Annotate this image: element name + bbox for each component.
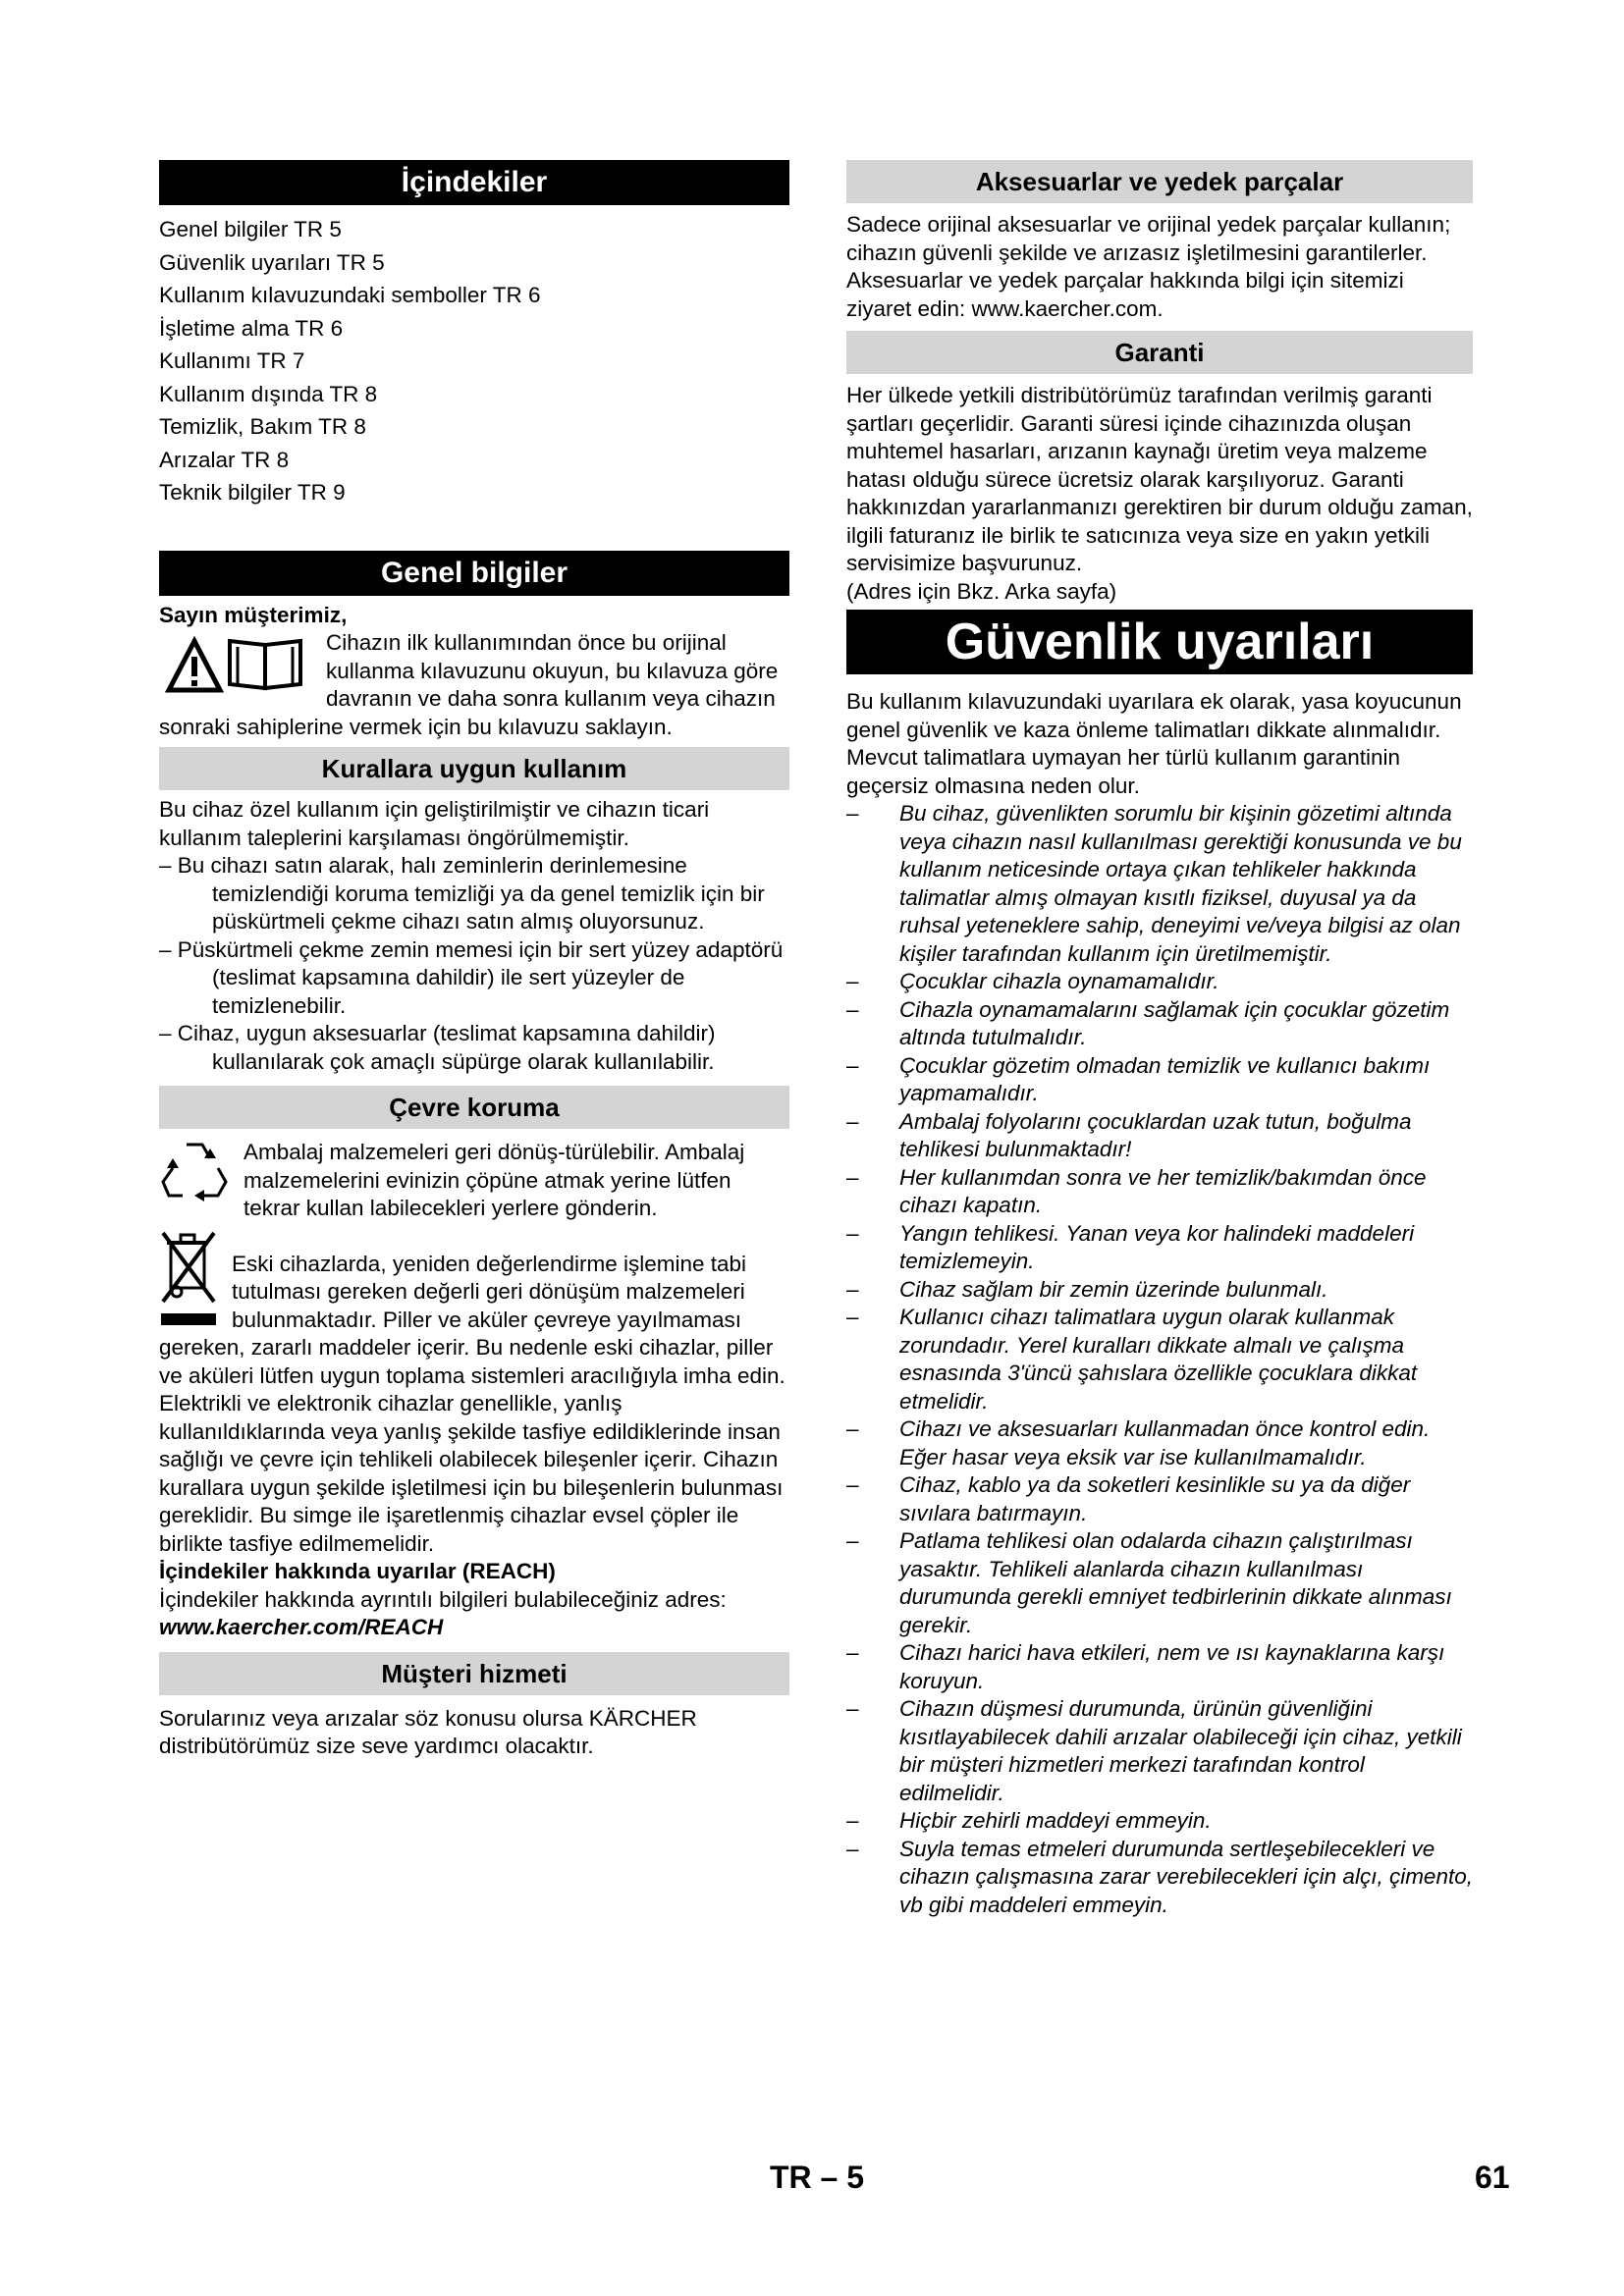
recycle-text: Ambalaj malzemeleri geri dönüş-türülebilir. Ambalaj malzemelerini evinizin çöpüne atmak yerine lütfen tekrar kullan labilecekleri yerlere gönderin. bbox=[244, 1140, 745, 1220]
dear-heading: Sayın müşterimiz, bbox=[159, 602, 348, 627]
guvenlik-text: Mevcut talimatlara uymayan her türlü kullanım garantinin geçersiz olmasına neden olur. bbox=[846, 745, 1401, 798]
garanti-address: (Adres için Bkz. Arka sayfa) bbox=[846, 578, 1117, 604]
dear-text: Cihazın ilk kullanımından önce bu orijinal kullanma kılavuzunu okuyun, bu kılavuza göre davranın ve daha sonra kullanım veya cihazın sonraki sahiplerine vermek için bu kılavuzu saklayın. bbox=[159, 630, 779, 739]
safety-item: – Suyla temas etmeleri durumunda sertleşebilecekleri ve cihazın çalışmasına zarar verebilecekleri için alçı, çimento, vb gibi maddeleri emmeyin. bbox=[846, 1836, 1473, 1917]
recycle-icon bbox=[159, 1139, 230, 1203]
toc-item[interactable]: Teknik bilgiler TR 9 bbox=[159, 480, 346, 505]
electronics-text: Elektrikli ve elektronik cihazlar genellikle, yanlış kullanıldıklarında veya yanlış şekilde tasfiye edildiklerinde insan sağlığı ve çevre için tehlikeli olabilecek bileşenler içerir. Cihazın kurallara uygun şekilde işletilmesi için bu bileşenlerin bulunması gereklidir. Bu simge ile işaretlenmiş cihazlar evsel çöpler ile birlikte tasfiye edilmemelidir. bbox=[159, 1391, 784, 1556]
guvenlik-title: Güvenlik uyarıları bbox=[846, 610, 1473, 674]
toc-item[interactable]: Genel bilgiler TR 5 bbox=[159, 217, 342, 241]
musteri-title: Müşteri hizmeti bbox=[159, 1652, 789, 1695]
cevre-title: Çevre koruma bbox=[159, 1086, 789, 1129]
reach-title: İçindekiler hakkında uyarılar (REACH) bbox=[159, 1559, 556, 1583]
toc-item[interactable]: Kullanım kılavuzundaki semboller TR 6 bbox=[159, 283, 541, 307]
aksesuar-text: Sadece orijinal aksesuarlar ve orijinal yedek parçalar kullanın; cihazın güvenli şekilde ve arızasız işletilmesini garantilerler. bbox=[846, 212, 1451, 265]
safety-item: – Cihaz sağlam bir zemin üzerinde bulunmalı. bbox=[846, 1276, 1328, 1302]
safety-item: – Her kullanımdan sonra ve her temizlik/bakımdan önce cihazı kapatın. bbox=[846, 1164, 1427, 1217]
safety-list bbox=[846, 800, 1473, 1919]
guvenlik-text: Bu kullanım kılavuzundaki uyarılara ek olarak, yasa koyucunun genel güvenlik ve kaza önleme talimatları dikkate alınmalıdır. bbox=[846, 689, 1462, 742]
toc-list bbox=[159, 213, 789, 509]
left-column bbox=[159, 160, 789, 1761]
weee-block bbox=[159, 1231, 789, 1391]
reach-link[interactable]: www.kaercher.com/REACH bbox=[159, 1615, 444, 1639]
kurallar-title: Kurallara uygun kullanım bbox=[159, 747, 789, 790]
aksesuar-title: Aksesuarlar ve yedek parçalar bbox=[846, 160, 1473, 203]
dear-block bbox=[159, 629, 789, 741]
kurallar-item: – Cihaz, uygun aksesuarlar (teslimat kapsamına dahildir) kullanılarak çok amaçlı süpürge olarak kullanılabilir. bbox=[159, 1021, 716, 1074]
garanti-title: Garanti bbox=[846, 331, 1473, 374]
safety-item: – Çocuklar gözetim olmadan temizlik ve kullanıcı bakımı yapmamalıdır. bbox=[846, 1052, 1431, 1105]
garanti-text: Her ülkede yetkili distribütörümüz tarafından verilmiş garanti şartları geçerlidir. Garanti süresi içinde cihazınızda oluşan muhtemel hasarları, arızanın kaynağı üretim veya malzeme hatası olduğu sürece ücretsiz olarak karşılıyoruz. Garanti hakkınızdan yararlanmanızı gerektiren bir durum olduğu zaman, ilgili faturanız ile birlik te satıcınıza veya size en yakın yetkili servisimize başvurunuz. bbox=[846, 383, 1473, 575]
toc-item[interactable]: İşletime alma TR 6 bbox=[159, 315, 344, 341]
aksesuar-text: Aksesuarlar ve yedek parçalar hakkında bilgi için sitemizi ziyaret edin: www.kaercher.com. bbox=[846, 268, 1404, 321]
safety-item: – Cihazı harici hava etkileri, nem ve ısı kaynaklarına karşı koruyun. bbox=[846, 1640, 1445, 1693]
kurallar-item: – Püskürtmeli çekme zemin memesi için bir sert yüzey adaptörü (teslimat kapsamına dahildir) ile sert yüzeyler de temizlenebilir. bbox=[159, 936, 784, 1018]
toc-item[interactable]: Kullanımı TR 7 bbox=[159, 348, 305, 373]
footer-page-number: 61 bbox=[1475, 2160, 1510, 2195]
safety-item: – Cihazı ve aksesuarları kullanmadan önce kontrol edin. Eğer hasar veya eksik var ise kullanılmamalıdır. bbox=[846, 1416, 1431, 1469]
safety-item: – Hiçbir zehirli maddeyi emmeyin. bbox=[846, 1808, 1212, 1833]
safety-item: – Çocuklar cihazla oynamamalıdır. bbox=[846, 969, 1219, 993]
musteri-text: Sorularınız veya arızalar söz konusu olursa KÄRCHER distribütörümüz size seve yardımcı olacaktır. bbox=[159, 1705, 697, 1758]
safety-item: – Patlama tehlikesi olan odalarda cihazın çalıştırılması yasaktır. Tehlikeli alanlarda cihazın kullanılması durumunda gerekli emniyet tedbirlerinin dikkate alınması gerekir. bbox=[846, 1528, 1452, 1637]
recycle-block bbox=[159, 1139, 789, 1223]
kurallar-item: – Bu cihazı satın alarak, halı zeminlerin derinlemesine temizlendiği koruma temizliği ya da genel temizlik için bir püskürtmeli çekme cihazı satın almış oluyorsunuz. bbox=[159, 853, 765, 934]
toc-title: İçindekiler bbox=[159, 160, 789, 205]
reach-text: İçindekiler hakkında ayrıntılı bilgileri bulabileceğiniz adres: bbox=[159, 1586, 727, 1612]
safety-item: – Bu cihaz, güvenlikten sorumlu bir kişinin gözetimi altında veya cihazın nasıl kullanılması gerektiği konusunda ve bu kullanım neticesinde ortaya çıkan tehlikeler hakkında talimatlar almış olmayan kısıtlı fiziksel, duyusal ya da ruhsal yeteneklere sahip, deneyimi ve/veya bilgisi az olan kişiler tarafından kullanım için üretilmemiştir. bbox=[846, 801, 1462, 966]
warning-manual-icon bbox=[165, 633, 312, 694]
toc-item[interactable]: Kullanım dışında TR 8 bbox=[159, 381, 378, 406]
footer-section-label: TR – 5 bbox=[770, 2160, 865, 2195]
toc-item[interactable]: Güvenlik uyarıları TR 5 bbox=[159, 249, 385, 275]
safety-item: – Cihaz, kablo ya da soketleri kesinlikle su ya da diğer sıvılara batırmayın. bbox=[846, 1472, 1411, 1525]
right-column bbox=[846, 160, 1473, 1919]
safety-item: – Cihazla oynamamalarını sağlamak için çocuklar gözetim altında tutulmalıdır. bbox=[846, 996, 1450, 1049]
safety-item: – Ambalaj folyolarını çocuklardan uzak tutun, boğulma tehlikesi bulunmaktadır! bbox=[846, 1108, 1412, 1161]
weee-text: Eski cihazlarda, yeniden değerlendirme işlemine tabi tutulması gereken değerli geri dönüşüm malzemeleri bulunmaktadır. Piller ve aküler çevreye yayılmaması gereken, zararlı maddeler içerir. Bu nedenle eski cihazlar, piller ve aküleri lütfen uygun toplama sistemleri aracılığıyla imha edin. bbox=[159, 1251, 785, 1388]
crossed-bin-icon bbox=[159, 1231, 218, 1327]
kurallar-text: Bu cihaz özel kullanım için geliştirilmiştir ve cihazın ticari kullanım taleplerini karşılaması öngörülmemiştir. bbox=[159, 797, 710, 850]
safety-item: – Yangın tehlikesi. Yanan veya kor halindeki maddeleri temizlemeyin. bbox=[846, 1220, 1415, 1273]
safety-item: – Cihazın düşmesi durumunda, ürünün güvenliğini kısıtlayabilecek dahili arızalar olabileceği için cihaz, yetkili bir müşteri hizmetleri merkezi tarafından kontrol edilmelidir. bbox=[846, 1696, 1462, 1805]
genel-title: Genel bilgiler bbox=[159, 551, 789, 596]
toc-item[interactable]: Arızalar TR 8 bbox=[159, 447, 290, 472]
safety-item: – Kullanıcı cihazı talimatlara uygun olarak kullanmak zorundadır. Yerel kuralları dikkate almalı ve çalışma esnasında 3'üncü şahıslara özellikle çocuklara dikkat etmelidir. bbox=[846, 1305, 1418, 1414]
toc-item[interactable]: Temizlik, Bakım TR 8 bbox=[159, 414, 366, 439]
